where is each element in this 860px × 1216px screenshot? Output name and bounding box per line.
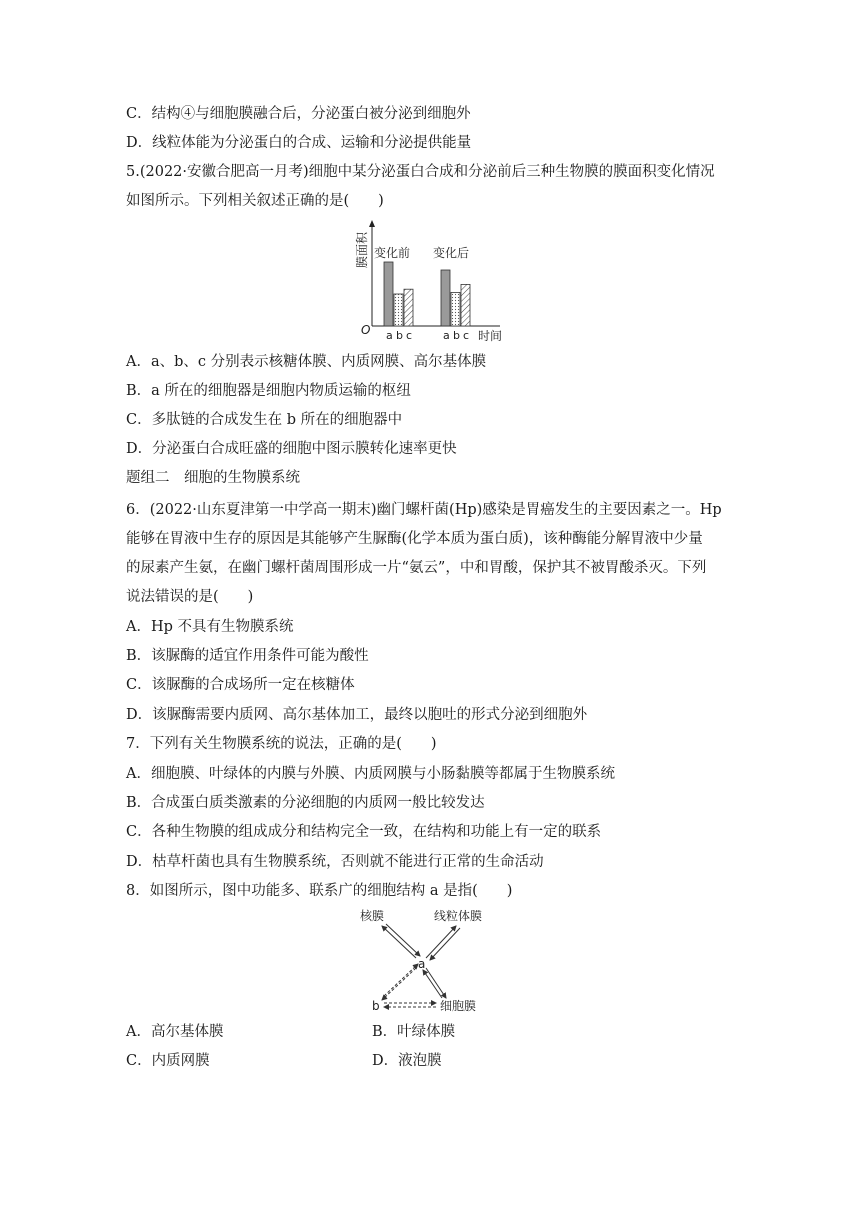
bar-after-c — [461, 284, 470, 326]
option-b-q5: B．a 所在的细胞器是细胞内物质运输的枢纽 — [126, 383, 411, 399]
membrane-area-chart — [352, 218, 512, 343]
dashed-arrow-b-to-a — [384, 964, 418, 996]
option-b-q8: B．叶绿体膜 — [372, 1024, 456, 1040]
tick-label-b: b — [453, 329, 460, 342]
option-a-q5: A．a、b、c 分别表示核糖体膜、内质网膜、高尔基体膜 — [126, 354, 487, 370]
label-nuclear-membrane: 核膜 — [360, 909, 385, 923]
label-cell-membrane: 细胞膜 — [440, 999, 477, 1013]
option-a-q8: A．高尔基体膜 — [126, 1024, 224, 1040]
label-b: b — [372, 999, 380, 1013]
tick-label-b: b — [396, 329, 403, 342]
option-d-q5: D．分泌蛋白合成旺盛的细胞中图示膜转化速率更快 — [126, 441, 457, 457]
membrane-relation-diagram — [360, 906, 520, 1016]
option-a-q7: A．细胞膜、叶绿体的内膜与外膜、内质网膜与小肠黏膜等都属于生物膜系统 — [126, 766, 615, 782]
x-axis-label: 时间 — [478, 329, 503, 343]
question-6-line1: 6．(2022·山东夏津第一中学高一期末)幽门螺杆菌(Hp)感染是胃癌发生的主要因素之一。Hp — [126, 502, 722, 518]
option-d-q7: D．枯草杆菌也具有生物膜系统，否则就不能进行正常的生命活动 — [126, 854, 544, 870]
section-heading-group2: 题组二 细胞的生物膜系统 — [126, 470, 300, 486]
bar-after-a — [441, 270, 450, 326]
arrow-mito-to-a — [430, 928, 460, 960]
y-axis-label: 膜面积 — [355, 231, 369, 268]
arrow-a-to-mito — [426, 926, 456, 958]
question-6-line4: 说法错误的是( ) — [126, 589, 254, 605]
dashed-arrow-a-to-b — [382, 968, 416, 1000]
tick-label-c: c — [463, 329, 470, 342]
question-7: 7．下列有关生物膜系统的说法，正确的是( ) — [126, 736, 437, 752]
arrow-a-to-nucleus — [382, 926, 416, 958]
origin-label: O — [361, 323, 371, 337]
label-mito-membrane: 线粒体膜 — [434, 909, 483, 923]
y-axis-arrow — [369, 220, 375, 227]
option-c-q5: C．多肽链的合成发生在 b 所在的细胞器中 — [126, 412, 403, 428]
option-c-q6: C．该脲酶的合成场所一定在核糖体 — [126, 677, 355, 693]
bar-before-a — [384, 262, 393, 326]
option-d-q8: D．液泡膜 — [372, 1053, 442, 1069]
group-label-before: 变化前 — [374, 246, 411, 260]
question-5-line1: 5.(2022·安徽合肥高一月考)细胞中某分泌蛋白合成和分泌前后三种生物膜的膜面积变化情况 — [126, 164, 715, 180]
option-b-q6: B．该脲酶的适宜作用条件可能为酸性 — [126, 648, 369, 664]
option-b-q7: B．合成蛋白质类激素的分泌细胞的内质网一般比较发达 — [126, 795, 485, 811]
question-8: 8．如图所示，图中功能多、联系广的细胞结构 a 是指( ) — [126, 883, 513, 899]
arrow-cellmem-to-a — [423, 970, 442, 998]
option-c-q8: C．内质网膜 — [126, 1053, 210, 1069]
question-5-line2: 如图所示。下列相关叙述正确的是( ) — [126, 193, 384, 209]
option-d-q4: D．线粒体能为分泌蛋白的合成、运输和分泌提供能量 — [126, 135, 472, 151]
question-6-line2: 能够在胃液中生存的原因是其能够产生脲酶(化学本质为蛋白质)，该种酶能分解胃液中少量 — [126, 531, 703, 547]
tick-label-a: a — [386, 329, 393, 342]
question-6-line3: 的尿素产生氨，在幽门螺杆菌周围形成一片“氨云”，中和胃酸，保护其不被胃酸杀灭。下列 — [126, 560, 707, 576]
option-c-q7: C．各种生物膜的组成成分和结构完全一致，在结构和功能上有一定的联系 — [126, 824, 602, 840]
arrow-a-to-cellmem — [426, 968, 446, 998]
option-a-q6: A．Hp 不具有生物膜系统 — [126, 619, 294, 635]
tick-label-a: a — [443, 329, 450, 342]
label-a: a — [418, 957, 426, 971]
arrow-nucleus-to-a — [386, 924, 420, 956]
tick-label-c: c — [406, 329, 413, 342]
bar-before-c — [404, 289, 413, 326]
bar-before-b — [394, 294, 403, 326]
group-label-after: 变化后 — [433, 246, 470, 260]
bar-after-b — [451, 292, 460, 326]
option-d-q6: D．该脲酶需要内质网、高尔基体加工，最终以胞吐的形式分泌到细胞外 — [126, 707, 588, 723]
option-c-q4: C．结构④与细胞膜融合后，分泌蛋白被分泌到细胞外 — [126, 106, 471, 122]
